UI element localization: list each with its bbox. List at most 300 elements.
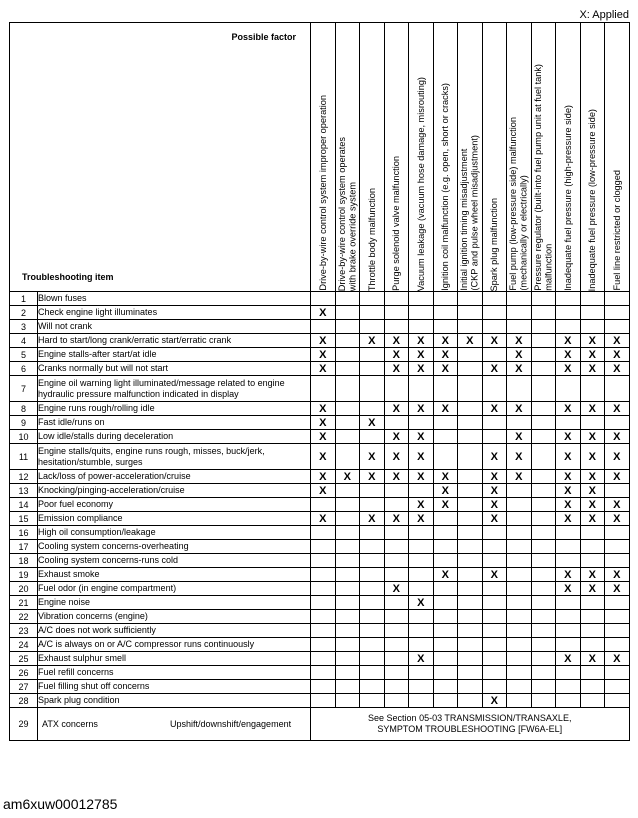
table-row: [10, 624, 630, 638]
applied-mark: X: [580, 470, 605, 484]
empty-cell: [556, 416, 581, 430]
atx-item-cell: [38, 708, 311, 741]
troubleshooting-item: Engine runs rough/rolling idle: [38, 402, 311, 416]
empty-cell: [507, 306, 532, 320]
factor-header-6: [433, 23, 458, 292]
empty-cell: [458, 292, 483, 306]
figure-id: am6xuw00012785: [3, 796, 118, 812]
row-number: 7: [10, 376, 38, 402]
empty-cell: [580, 694, 605, 708]
applied-mark: X: [409, 498, 434, 512]
row-number: 16: [10, 526, 38, 540]
applied-mark: X: [482, 484, 507, 498]
empty-cell: [531, 610, 556, 624]
empty-cell: [335, 540, 360, 554]
empty-cell: [458, 416, 483, 430]
empty-cell: [360, 680, 385, 694]
applied-mark: X: [458, 334, 483, 348]
empty-cell: [311, 376, 336, 402]
empty-cell: [507, 652, 532, 666]
empty-cell: [580, 306, 605, 320]
empty-cell: [458, 484, 483, 498]
empty-cell: [605, 526, 630, 540]
empty-cell: [335, 362, 360, 376]
applied-mark: X: [605, 334, 630, 348]
empty-cell: [409, 610, 434, 624]
empty-cell: [335, 512, 360, 526]
empty-cell: [556, 680, 581, 694]
row-number: 17: [10, 540, 38, 554]
table-row: [10, 430, 630, 444]
empty-cell: [433, 666, 458, 680]
empty-cell: [384, 624, 409, 638]
applied-mark: X: [384, 582, 409, 596]
empty-cell: [384, 638, 409, 652]
empty-cell: [360, 540, 385, 554]
empty-cell: [360, 666, 385, 680]
applied-mark: X: [507, 430, 532, 444]
empty-cell: [311, 666, 336, 680]
row-number: 25: [10, 652, 38, 666]
empty-cell: [433, 306, 458, 320]
applied-mark: X: [605, 582, 630, 596]
troubleshooting-item: Spark plug condition: [38, 694, 311, 708]
applied-mark: X: [556, 444, 581, 470]
empty-cell: [580, 540, 605, 554]
empty-cell: [531, 444, 556, 470]
row-number: 22: [10, 610, 38, 624]
empty-cell: [482, 526, 507, 540]
troubleshooting-item: A/C does not work sufficiently: [38, 624, 311, 638]
empty-cell: [384, 610, 409, 624]
row-number: 1: [10, 292, 38, 306]
troubleshooting-item: Lack/loss of power-acceleration/cruise: [38, 470, 311, 484]
empty-cell: [605, 320, 630, 334]
empty-cell: [482, 320, 507, 334]
empty-cell: [507, 320, 532, 334]
factor-label: Vacuum leakage (vacuum hose damage, misrouting): [415, 76, 426, 291]
empty-cell: [458, 554, 483, 568]
empty-cell: [360, 376, 385, 402]
applied-mark: X: [384, 402, 409, 416]
table-row: [10, 470, 630, 484]
empty-cell: [531, 512, 556, 526]
factor-header-7: [458, 23, 483, 292]
factor-label: Purge solenoid valve malfunction: [391, 156, 401, 291]
applied-mark: X: [580, 484, 605, 498]
empty-cell: [335, 320, 360, 334]
empty-cell: [311, 320, 336, 334]
empty-cell: [482, 376, 507, 402]
empty-cell: [605, 540, 630, 554]
empty-cell: [605, 624, 630, 638]
applied-mark: X: [360, 416, 385, 430]
empty-cell: [335, 610, 360, 624]
empty-cell: [482, 416, 507, 430]
empty-cell: [507, 526, 532, 540]
applied-mark: X: [433, 362, 458, 376]
empty-cell: [507, 376, 532, 402]
applied-mark: X: [556, 430, 581, 444]
applied-mark: X: [556, 512, 581, 526]
empty-cell: [360, 554, 385, 568]
applied-mark: X: [311, 444, 336, 470]
troubleshooting-item: Exhaust sulphur smell: [38, 652, 311, 666]
empty-cell: [605, 680, 630, 694]
empty-cell: [531, 306, 556, 320]
empty-cell: [409, 526, 434, 540]
applied-mark: X: [360, 334, 385, 348]
row-number: 5: [10, 348, 38, 362]
empty-cell: [311, 526, 336, 540]
empty-cell: [335, 652, 360, 666]
row-number: 27: [10, 680, 38, 694]
empty-cell: [311, 498, 336, 512]
applied-mark: X: [507, 334, 532, 348]
row-number: 21: [10, 596, 38, 610]
empty-cell: [458, 430, 483, 444]
empty-cell: [556, 306, 581, 320]
table-row: [10, 554, 630, 568]
empty-cell: [433, 596, 458, 610]
empty-cell: [335, 306, 360, 320]
empty-cell: [531, 652, 556, 666]
table-row-atx: [10, 708, 630, 741]
row-number: 9: [10, 416, 38, 430]
empty-cell: [335, 430, 360, 444]
empty-cell: [433, 624, 458, 638]
applied-mark: X: [409, 652, 434, 666]
factor-header-2: [335, 23, 360, 292]
empty-cell: [531, 582, 556, 596]
table-row: [10, 680, 630, 694]
table-row: [10, 638, 630, 652]
troubleshooting-item: Engine noise: [38, 596, 311, 610]
factor-label: Fuel pump (low-pressure side) malfunction (mechanically or electrically): [508, 117, 529, 291]
factor-header-12: [580, 23, 605, 292]
empty-cell: [482, 680, 507, 694]
applied-mark: X: [580, 444, 605, 470]
empty-cell: [482, 652, 507, 666]
table-row: [10, 306, 630, 320]
empty-cell: [409, 582, 434, 596]
empty-cell: [360, 306, 385, 320]
applied-mark: X: [605, 362, 630, 376]
empty-cell: [507, 610, 532, 624]
empty-cell: [605, 416, 630, 430]
empty-cell: [531, 694, 556, 708]
troubleshooting-item: Fuel refill concerns: [38, 666, 311, 680]
empty-cell: [384, 652, 409, 666]
applied-mark: X: [580, 568, 605, 582]
applied-mark: X: [580, 582, 605, 596]
empty-cell: [482, 554, 507, 568]
empty-cell: [458, 306, 483, 320]
empty-cell: [507, 498, 532, 512]
applied-mark: X: [360, 444, 385, 470]
empty-cell: [482, 596, 507, 610]
factor-label: Pressure regulator (built-into fuel pump unit at fuel tank) malfunction: [532, 64, 554, 291]
empty-cell: [482, 582, 507, 596]
applied-mark: X: [482, 362, 507, 376]
empty-cell: [335, 416, 360, 430]
table-row: [10, 666, 630, 680]
applied-mark: X: [311, 416, 336, 430]
empty-cell: [556, 292, 581, 306]
empty-cell: [409, 540, 434, 554]
empty-cell: [458, 652, 483, 666]
troubleshooting-item: A/C is always on or A/C compressor runs continuously: [38, 638, 311, 652]
empty-cell: [507, 624, 532, 638]
applied-mark: X: [580, 430, 605, 444]
empty-cell: [556, 694, 581, 708]
row-number: 3: [10, 320, 38, 334]
applied-mark: X: [360, 470, 385, 484]
troubleshooting-item-label: Troubleshooting item: [22, 272, 114, 282]
table-corner-header: [10, 23, 311, 292]
applied-mark: X: [409, 596, 434, 610]
empty-cell: [531, 596, 556, 610]
applied-mark: X: [605, 568, 630, 582]
empty-cell: [335, 624, 360, 638]
applied-mark: X: [580, 498, 605, 512]
empty-cell: [335, 376, 360, 402]
row-number: 4: [10, 334, 38, 348]
empty-cell: [433, 430, 458, 444]
empty-cell: [458, 348, 483, 362]
applied-mark: X: [482, 694, 507, 708]
row-number: 12: [10, 470, 38, 484]
empty-cell: [360, 638, 385, 652]
empty-cell: [384, 666, 409, 680]
row-number: 23: [10, 624, 38, 638]
applied-mark: X: [507, 444, 532, 470]
applied-mark: X: [556, 348, 581, 362]
empty-cell: [556, 666, 581, 680]
table-row: [10, 348, 630, 362]
table-row: [10, 652, 630, 666]
empty-cell: [384, 292, 409, 306]
factor-header-10: [531, 23, 556, 292]
applied-mark: X: [605, 348, 630, 362]
empty-cell: [458, 624, 483, 638]
empty-cell: [507, 554, 532, 568]
empty-cell: [580, 376, 605, 402]
factor-label: Spark plug malfunction: [489, 197, 499, 291]
empty-cell: [458, 320, 483, 334]
empty-cell: [360, 624, 385, 638]
empty-cell: [482, 430, 507, 444]
empty-cell: [384, 376, 409, 402]
empty-cell: [360, 402, 385, 416]
factor-header-11: [556, 23, 581, 292]
empty-cell: [580, 666, 605, 680]
troubleshooting-item: Fuel odor (in engine compartment): [38, 582, 311, 596]
row-number: 28: [10, 694, 38, 708]
empty-cell: [580, 320, 605, 334]
empty-cell: [409, 638, 434, 652]
empty-cell: [507, 596, 532, 610]
troubleshooting-item: Will not crank: [38, 320, 311, 334]
applied-mark: X: [384, 512, 409, 526]
applied-mark: X: [384, 334, 409, 348]
empty-cell: [531, 680, 556, 694]
applied-mark: X: [507, 402, 532, 416]
empty-cell: [531, 292, 556, 306]
empty-cell: [360, 596, 385, 610]
applied-mark: X: [384, 470, 409, 484]
factor-header-4: [384, 23, 409, 292]
empty-cell: [433, 320, 458, 334]
empty-cell: [605, 484, 630, 498]
empty-cell: [507, 694, 532, 708]
troubleshooting-item: Poor fuel economy: [38, 498, 311, 512]
empty-cell: [335, 484, 360, 498]
factor-label: Inadequate fuel pressure (high-pressure side): [562, 105, 573, 291]
empty-cell: [335, 526, 360, 540]
applied-mark: X: [556, 568, 581, 582]
table-row: [10, 526, 630, 540]
troubleshooting-item: Vibration concerns (engine): [38, 610, 311, 624]
table-row: [10, 376, 630, 402]
row-number: 10: [10, 430, 38, 444]
empty-cell: [482, 292, 507, 306]
empty-cell: [580, 610, 605, 624]
legend: X: Applied: [579, 9, 629, 21]
empty-cell: [531, 430, 556, 444]
empty-cell: [433, 540, 458, 554]
empty-cell: [433, 376, 458, 402]
factor-label: Fuel line restricted or clogged: [611, 170, 622, 291]
empty-cell: [507, 666, 532, 680]
empty-cell: [580, 416, 605, 430]
applied-mark: X: [580, 334, 605, 348]
troubleshooting-item: Hard to start/long crank/erratic start/erratic crank: [38, 334, 311, 348]
applied-mark: X: [311, 470, 336, 484]
empty-cell: [360, 430, 385, 444]
empty-cell: [556, 638, 581, 652]
factor-label: Drive-by-wire control system improper operation: [317, 95, 328, 291]
empty-cell: [409, 306, 434, 320]
empty-cell: [384, 526, 409, 540]
empty-cell: [360, 526, 385, 540]
empty-cell: [433, 638, 458, 652]
empty-cell: [605, 376, 630, 402]
empty-cell: [458, 402, 483, 416]
applied-mark: X: [580, 652, 605, 666]
empty-cell: [507, 292, 532, 306]
applied-mark: X: [384, 444, 409, 470]
empty-cell: [605, 554, 630, 568]
empty-cell: [458, 666, 483, 680]
empty-cell: [458, 568, 483, 582]
applied-mark: X: [605, 498, 630, 512]
factor-label: Ignition coil malfunction (e.g. open, short or cracks): [440, 83, 450, 291]
empty-cell: [360, 582, 385, 596]
empty-cell: [458, 680, 483, 694]
applied-mark: X: [605, 444, 630, 470]
troubleshooting-item: Knocking/pinging-acceleration/cruise: [38, 484, 311, 498]
table-row: [10, 582, 630, 596]
empty-cell: [458, 512, 483, 526]
row-number: 19: [10, 568, 38, 582]
empty-cell: [409, 666, 434, 680]
factor-label: Inadequate fuel pressure (low-pressure side): [587, 108, 597, 291]
applied-mark: X: [482, 568, 507, 582]
empty-cell: [507, 512, 532, 526]
applied-mark: X: [482, 334, 507, 348]
empty-cell: [335, 568, 360, 582]
applied-mark: X: [409, 334, 434, 348]
applied-mark: X: [556, 498, 581, 512]
table-row: [10, 292, 630, 306]
applied-mark: X: [335, 470, 360, 484]
empty-cell: [605, 610, 630, 624]
table-row: [10, 498, 630, 512]
empty-cell: [531, 470, 556, 484]
empty-cell: [360, 568, 385, 582]
empty-cell: [482, 348, 507, 362]
applied-mark: X: [311, 430, 336, 444]
applied-mark: X: [433, 348, 458, 362]
empty-cell: [531, 362, 556, 376]
row-number: 8: [10, 402, 38, 416]
empty-cell: [605, 638, 630, 652]
empty-cell: [360, 652, 385, 666]
table-row: [10, 320, 630, 334]
table-row: [10, 334, 630, 348]
empty-cell: [384, 540, 409, 554]
row-number: 13: [10, 484, 38, 498]
empty-cell: [409, 554, 434, 568]
applied-mark: X: [580, 348, 605, 362]
troubleshooting-table: [9, 22, 630, 741]
empty-cell: [531, 638, 556, 652]
empty-cell: [482, 540, 507, 554]
empty-cell: [311, 596, 336, 610]
empty-cell: [531, 498, 556, 512]
factor-label: Drive-by-wire control system operates with brake override system: [336, 136, 358, 291]
empty-cell: [507, 484, 532, 498]
empty-cell: [311, 568, 336, 582]
empty-cell: [556, 376, 581, 402]
applied-mark: X: [556, 334, 581, 348]
empty-cell: [531, 568, 556, 582]
empty-cell: [409, 484, 434, 498]
empty-cell: [531, 334, 556, 348]
empty-cell: [311, 610, 336, 624]
empty-cell: [311, 638, 336, 652]
applied-mark: X: [580, 402, 605, 416]
empty-cell: [335, 498, 360, 512]
applied-mark: X: [311, 334, 336, 348]
applied-mark: X: [556, 470, 581, 484]
applied-mark: X: [605, 470, 630, 484]
applied-mark: X: [433, 484, 458, 498]
applied-mark: X: [605, 402, 630, 416]
troubleshooting-item: Cooling system concerns-runs cold: [38, 554, 311, 568]
empty-cell: [556, 540, 581, 554]
table-row: [10, 610, 630, 624]
factor-header-9: [507, 23, 532, 292]
empty-cell: [580, 292, 605, 306]
troubleshooting-item: Fuel filling shut off concerns: [38, 680, 311, 694]
empty-cell: [458, 470, 483, 484]
empty-cell: [605, 666, 630, 680]
empty-cell: [482, 638, 507, 652]
empty-cell: [433, 512, 458, 526]
empty-cell: [433, 292, 458, 306]
